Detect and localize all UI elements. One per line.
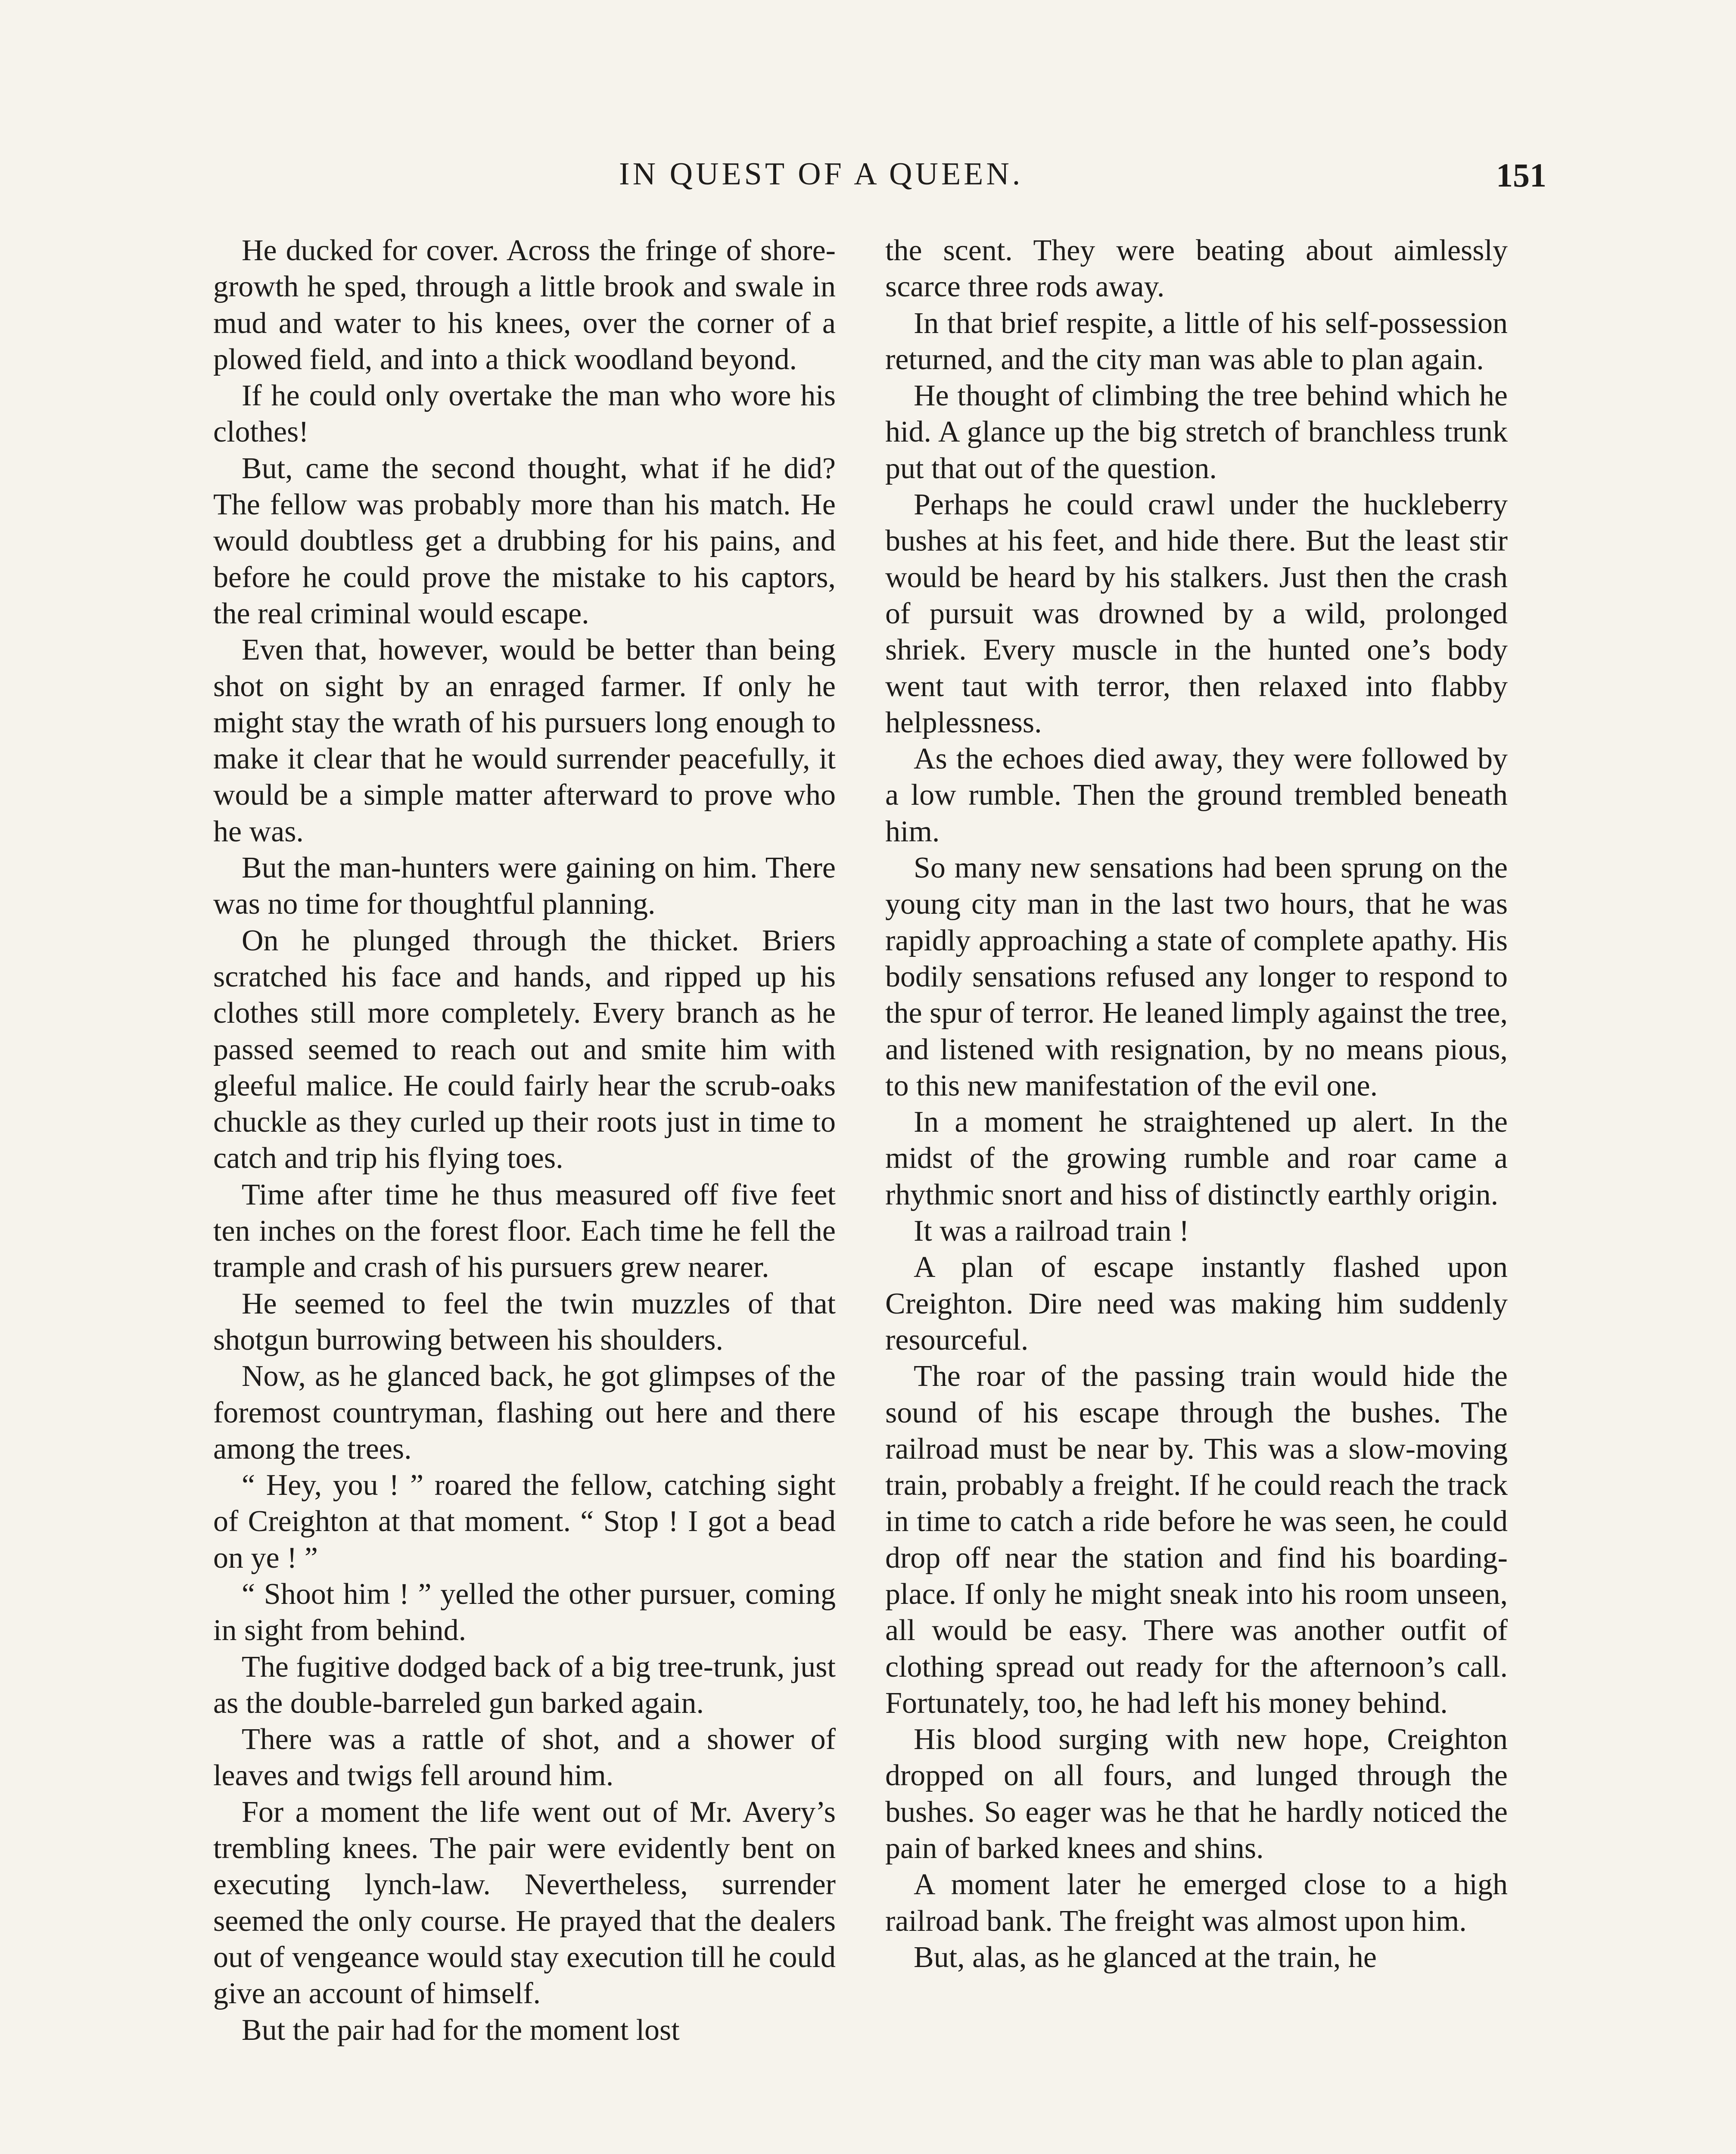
paragraph: There was a rattle of shot, and a shower of leaves and twigs fell around him. (213, 1723, 836, 1793)
paragraph: A moment later he emerged close to a high railroad bank. The freight was almost upon him. (885, 1868, 1508, 1938)
paragraph: In that brief respite, a little of his self-possession returned, and the city man was able to plan again. (885, 306, 1508, 376)
paragraph: He ducked for cover. Across the fringe of shore-growth he sped, through a little brook and swale in mud and water to his knees, over the corner of a plowed field, and into a thick woodland beyond. (213, 234, 836, 376)
paragraph: “ Hey, you ! ” roared the fellow, catching sight of Creighton at that moment. “ Stop ! I got a bead on ye ! ” (213, 1469, 836, 1575)
paragraph-continued: the scent. They were beating about aimlessly scarce three rods away. (885, 234, 1508, 304)
paragraph: A plan of escape instantly flashed upon Creighton. Dire need was making him suddenly resourceful. (885, 1251, 1508, 1357)
paragraph: It was a railroad train ! (914, 1214, 1189, 1248)
paragraph: “ Shoot him ! ” yelled the other pursuer, coming in sight from behind. (213, 1577, 836, 1647)
running-title: IN QUEST OF A QUEEN. (619, 156, 1024, 192)
paragraph: So many new sensations had been sprung on the young city man in the last two hours, that he was rapidly approaching a state of complete apathy. His bodily sensations refused any longer to respond to the spur of terror. He leaned limply against the tree, and listened with resignation, by no means pious, to this new manifestation of the evil one. (885, 851, 1508, 1102)
paragraph: If he could only overtake the man who wore his clothes! (213, 379, 836, 449)
paragraph: But the man-hunters were gaining on him. There was no time for thoughtful planning. (213, 851, 836, 921)
paragraph: The fugitive dodged back of a big tree-trunk, just as the double-barreled gun barked again. (213, 1650, 836, 1720)
paragraph: His blood surging with new hope, Creighton dropped on all fours, and lunged through the bushes. So eager was he that he hardly noticed the pain of barked knees and shins. (885, 1723, 1508, 1865)
running-header (0, 156, 1736, 203)
paragraph: But, came the second thought, what if he did? The fellow was probably more than his match. He would doubtless get a drubbing for his pains, and before he could prove the mistake to his captors, the real criminal would escape. (213, 451, 836, 630)
paragraph: Now, as he glanced back, he got glimpses of the foremost countryman, flashing out here and there among the trees. (213, 1360, 836, 1466)
paragraph: In a moment he straightened up alert. In the midst of the growing rumble and roar came a rhythmic snort and hiss of distinctly earthly origin. (885, 1105, 1508, 1211)
paragraph: For a moment the life went out of Mr. Avery’s trembling knees. The pair were evidently bent on executing lynch-law. Nevertheless, surrender seemed the only course. He prayed that the dealers out of vengeance would stay execution till he could give an account of himself. (213, 1795, 836, 2011)
paragraph: The roar of the passing train would hide the sound of his escape through the bushes. The railroad must be near by. This was a slow-moving train, probably a freight. If he could reach the track in time to catch a ride before he was seen, he could drop off near the station and find his boarding-place. If only he might sneak into his room unseen, all would be easy. There was another outfit of clothing spread out ready for the afternoon’s call. Fortunately, too, he had left his money behind. (885, 1360, 1508, 1720)
paragraph: But, alas, as he glanced at the train, he (914, 1940, 1377, 1974)
paragraph: But the pair had for the moment lost (242, 2013, 680, 2047)
text-column-left (213, 233, 836, 2154)
text-column-right (885, 233, 1508, 2154)
paragraph: As the echoes died away, they were followed by a low rumble. Then the ground trembled beneath him. (885, 742, 1508, 848)
paragraph: Time after time he thus measured off five feet ten inches on the forest floor. Each time he fell the trample and crash of his pursuers grew nearer. (213, 1178, 836, 1284)
page-number: 151 (1496, 156, 1546, 194)
paragraph: Perhaps he could crawl under the huckleberry bushes at his feet, and hide there. But the least stir would be heard by his stalkers. Just then the crash of pursuit was drowned by a wild, prolonged shriek. Every muscle in the hunted one’s body went taut with terror, then relaxed into flabby helplessness. (885, 488, 1508, 739)
paragraph: Even that, however, would be better than being shot on sight by an enraged farmer. If only he might stay the wrath of his pursuers long enough to make it clear that he would surrender peacefully, it would be a simple matter afterward to prove who he was. (213, 633, 836, 848)
paragraph: He seemed to feel the twin muzzles of that shotgun burrowing between his shoulders. (213, 1287, 836, 1357)
paragraph: He thought of climbing the tree behind which he hid. A glance up the big stretch of branchless trunk put that out of the question. (885, 379, 1508, 485)
paragraph: On he plunged through the thicket. Briers scratched his face and hands, and ripped up his clothes still more completely. Every branch as he passed seemed to reach out and smite him with gleeful malice. He could fairly hear the scrub-oaks chuckle as they curled up their roots just in time to catch and trip his flying toes. (213, 924, 836, 1175)
